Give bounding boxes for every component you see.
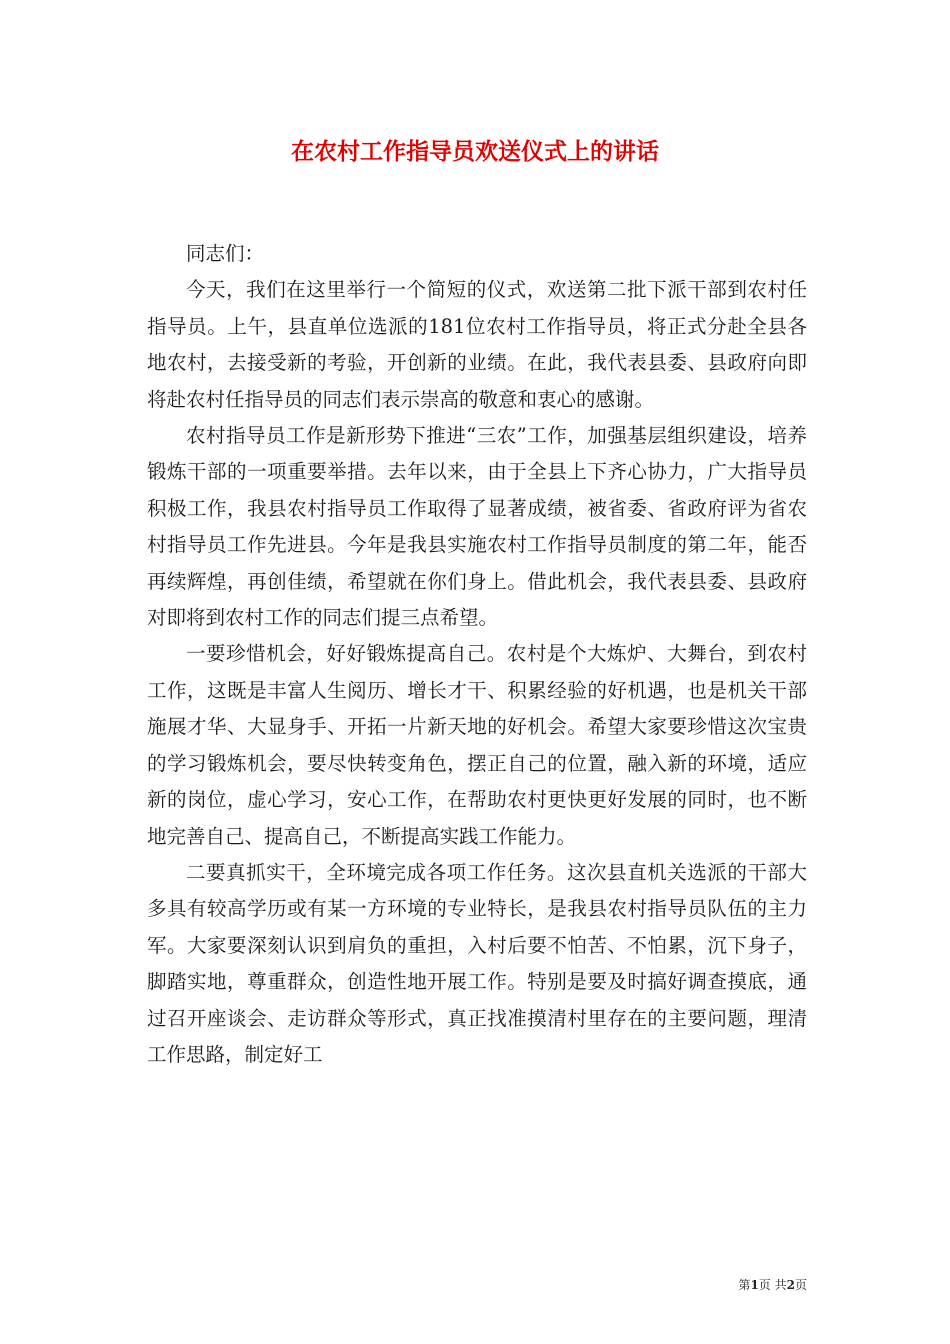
paragraph-1: 今天，我们在这里举行一个简短的仪式，欢送第二批下派干部到农村任指导员。上午，县直单位选派的181位农村工作指导员，将正式分赴全县各地农村，去接受新的考验，开创新的业绩。在此，我代表县委、县政府向即将赴农村任指导员的同志们表示崇高的敬意和衷心的感谢。 (147, 278, 807, 411)
footer-prefix: 第 (738, 1278, 751, 1292)
footer-current-page: 1 (750, 1278, 759, 1292)
paragraph-3: 一要珍惜机会，好好锻炼提高自己。农村是个大炼炉、大舞台，到农村工作，这既是丰富人生阅历、增长才干、积累经验的好机遇，也是机关干部施展才华、大显身手、开拓一片新天地的好机会。希望大家要珍惜这次宝贵的学习锻炼机会，要尽快转变角色，摆正自己的位置，融入新的环境，适应新的岗位，虚心学习，安心工作，在帮助农村更快更好发展的同时，也不断地完善自己、提高自己，不断提高实践工作能力。 (147, 642, 807, 848)
paragraph-2: 农村指导员工作是新形势下推进“三农”工作，加强基层组织建设，培养锻炼干部的一项重要举措。去年以来，由于全县上下齐心协力，广大指导员积极工作，我县农村指导员工作取得了显著成绩，被省委、省政府评为省农村指导员工作先进县。今年是我县实施农村工作指导员制度的第二年，能否再续辉煌，再创佳绩，希望就在你们身上。借此机会，我代表县委、县政府对即将到农村工作的同志们提三点希望。 (147, 424, 807, 630)
document-body (147, 236, 807, 1073)
footer-suffix: 页 (794, 1278, 807, 1292)
footer-total-pages: 2 (786, 1278, 795, 1292)
document-title: 在农村工作指导员欢送仪式上的讲话 (291, 138, 659, 165)
salutation: 同志们： (186, 242, 265, 265)
paragraph-4: 二要真抓实干，全环境完成各项工作任务。这次县直机关选派的干部大多具有较高学历或有某一方环境的专业特长，是我县农村指导员队伍的主力军。大家要深刻认识到肩负的重担，入村后要不怕苦、不怕累，沉下身子，脚踏实地，尊重群众，创造性地开展工作。特别是要及时搞好调查摸底，通过召开座谈会、走访群众等形式，真正找准摸清村里存在的主要问题，理清工作思路，制定好工 (147, 860, 807, 1066)
page-number-footer (738, 1276, 807, 1293)
footer-middle: 页 共 (758, 1278, 787, 1292)
